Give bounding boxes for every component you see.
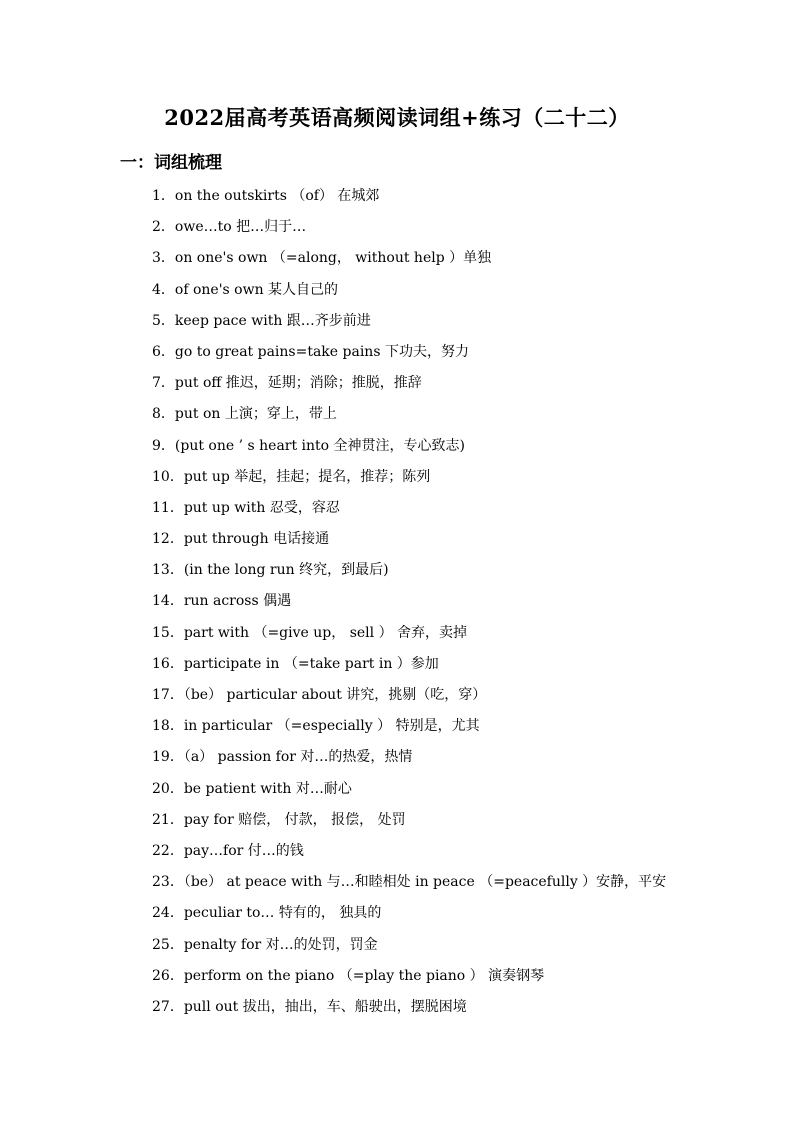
phrase-entry-2: 2．owe…to 把…归于… [152, 219, 307, 236]
phrase-entry-6: 6．go to great pains=take pains 下功夫，努力 [152, 343, 469, 360]
phrase-entry-3: 3．on one's own （=along， without help ）单独 [152, 250, 492, 267]
phrase-entry-26: 26．perform on the piano （=play the piano ） 演奏钢琴 [152, 967, 545, 984]
phrase-entry-25: 25．penalty for 对…的处罚，罚金 [152, 936, 378, 953]
phrase-entry-1: 1．on the outskirts （of） 在城郊 [152, 188, 380, 204]
phrase-entry-9: 9．(put one ’ s heart into 全神贯注，专心致志) [152, 437, 466, 454]
phrase-entry-11: 11．put up with 忍受，容忍 [152, 499, 340, 516]
phrase-entry-20: 20．be patient with 对…耐心 [152, 780, 352, 797]
phrase-entry-16: 16．participate in （=take part in ）参加 [152, 655, 439, 672]
phrase-entry-10: 10．put up 举起，挂起；提名，推荐；陈列 [152, 468, 431, 485]
phrase-entry-15: 15．part with （=give up， sell ） 舍弃，卖掉 [152, 624, 468, 641]
phrase-entry-21: 21．pay for 赔偿， 付款， 报偿， 处罚 [152, 811, 406, 828]
phrase-entry-27: 27．pull out 拔出，抽出，车、船驶出，摆脱困境 [152, 998, 467, 1015]
phrase-entry-5: 5．keep pace with 跟…齐步前进 [152, 312, 371, 329]
phrase-entry-4: 4．of one's own 某人自己的 [152, 281, 339, 298]
phrase-entry-13: 13．(in the long run 终究，到最后) [152, 562, 389, 579]
phrase-entry-14: 14．run across 偶遇 [152, 593, 292, 610]
phrase-entry-23: 23．（be） at peace with 与…和睦相处 in peace （=peacefully ）安静，平安 [152, 874, 667, 891]
phrase-entry-17: 17．（be） particular about 讲究，挑剔（吃，穿） [152, 687, 487, 703]
phrase-entry-12: 12．put through 电话接通 [152, 531, 330, 548]
document-title: 2022届高考英语高频阅读词组+练习（二十二） [164, 105, 630, 130]
phrase-entry-22: 22．pay…for 付…的钱 [152, 842, 304, 859]
phrase-entry-24: 24．peculiar to… 特有的， 独具的 [152, 905, 382, 922]
phrase-entry-18: 18．in particular （=especially ） 特别是，尤其 [152, 718, 480, 735]
phrase-list [152, 184, 752, 1026]
section-heading: 一：词组梳理 [120, 153, 222, 173]
phrase-entry-19: 19．（a） passion for 对…的热爱，热情 [152, 749, 413, 766]
phrase-entry-7: 7．put off 推迟，延期；消除；推脱，推辞 [152, 375, 422, 392]
phrase-entry-8: 8．put on 上演；穿上，带上 [152, 406, 337, 423]
